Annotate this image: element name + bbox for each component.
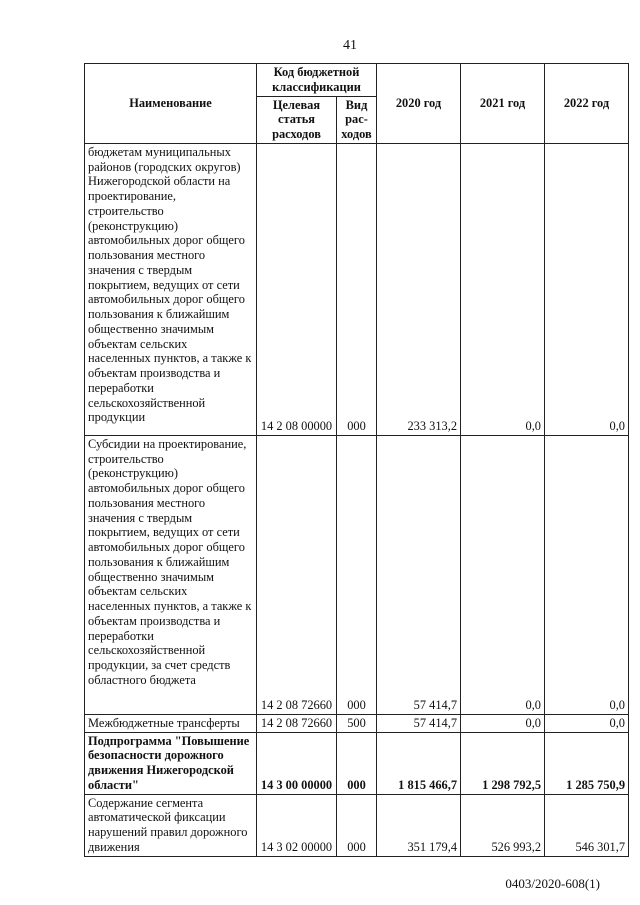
row-2022: 1 285 750,9 [545, 732, 629, 794]
row-name: Субсидии на проектирование, строительство (реконструкцию) автомобильных дорог общего пользования местного значения с твердым покрытием, ведущих от сети автомобильных дорог общего пользования к ближайшим общественно значимым объектам сельских населенных пунктов, а также к объектам производства и переработки сельскохозяйственной продукции, за счет средств областного бюджета [85, 435, 257, 714]
row-name: бюджетам муниципальных районов (городских округов) Нижегородской области на проектирование, строительство (реконструкцию) автомобильных дорог общего пользования местного значения с твердым покрытием, ведущих от сети автомобильных дорог общего пользования к ближайшим общественно значимым объектам сельских населенных пунктов, а также к объектам производства и переработки сельскохозяйственной продукции [85, 143, 257, 435]
row-code: 14 3 02 00000 [257, 794, 337, 856]
row-code: 14 2 08 00000 [257, 143, 337, 435]
row-code: 14 3 00 00000 [257, 732, 337, 794]
row-vid: 000 [337, 435, 377, 714]
row-2020: 1 815 466,7 [377, 732, 461, 794]
row-vid: 500 [337, 714, 377, 732]
row-2020: 57 414,7 [377, 435, 461, 714]
row-name: Межбюджетные трансферты [85, 714, 257, 732]
row-2021: 1 298 792,5 [461, 732, 545, 794]
header-2020: 2020 год [377, 64, 461, 144]
row-2020: 351 179,4 [377, 794, 461, 856]
page-number: 41 [343, 38, 357, 53]
table-row [85, 732, 629, 794]
row-vid: 000 [337, 143, 377, 435]
row-2020: 233 313,2 [377, 143, 461, 435]
table-row [85, 794, 629, 856]
row-2020: 57 414,7 [377, 714, 461, 732]
header-2022: 2022 год [545, 64, 629, 144]
row-2022: 546 301,7 [545, 794, 629, 856]
row-2021: 0,0 [461, 714, 545, 732]
budget-table [84, 63, 629, 857]
header-2021: 2021 год [461, 64, 545, 144]
header-budget-code: Код бюджетной классификации [257, 64, 377, 97]
row-name: Содержание сегмента автоматической фиксации нарушений правил дорожного движения [85, 794, 257, 856]
row-vid: 000 [337, 794, 377, 856]
header-name: Наименование [85, 64, 257, 144]
header-expense-type: Вид рас-ходов [337, 96, 377, 143]
document-code: 0403/2020-608(1) [505, 876, 600, 891]
header-target-item: Целевая статья расходов [257, 96, 337, 143]
row-2022: 0,0 [545, 143, 629, 435]
row-2021: 0,0 [461, 143, 545, 435]
row-vid: 000 [337, 732, 377, 794]
row-name: Подпрограмма "Повышение безопасности дорожного движения Нижегородской области" [85, 732, 257, 794]
row-2022: 0,0 [545, 714, 629, 732]
table-row [85, 714, 629, 732]
row-code: 14 2 08 72660 [257, 435, 337, 714]
row-2021: 526 993,2 [461, 794, 545, 856]
row-code: 14 2 08 72660 [257, 714, 337, 732]
table-row [85, 435, 629, 714]
row-2022: 0,0 [545, 435, 629, 714]
table-row [85, 143, 629, 435]
row-2021: 0,0 [461, 435, 545, 714]
